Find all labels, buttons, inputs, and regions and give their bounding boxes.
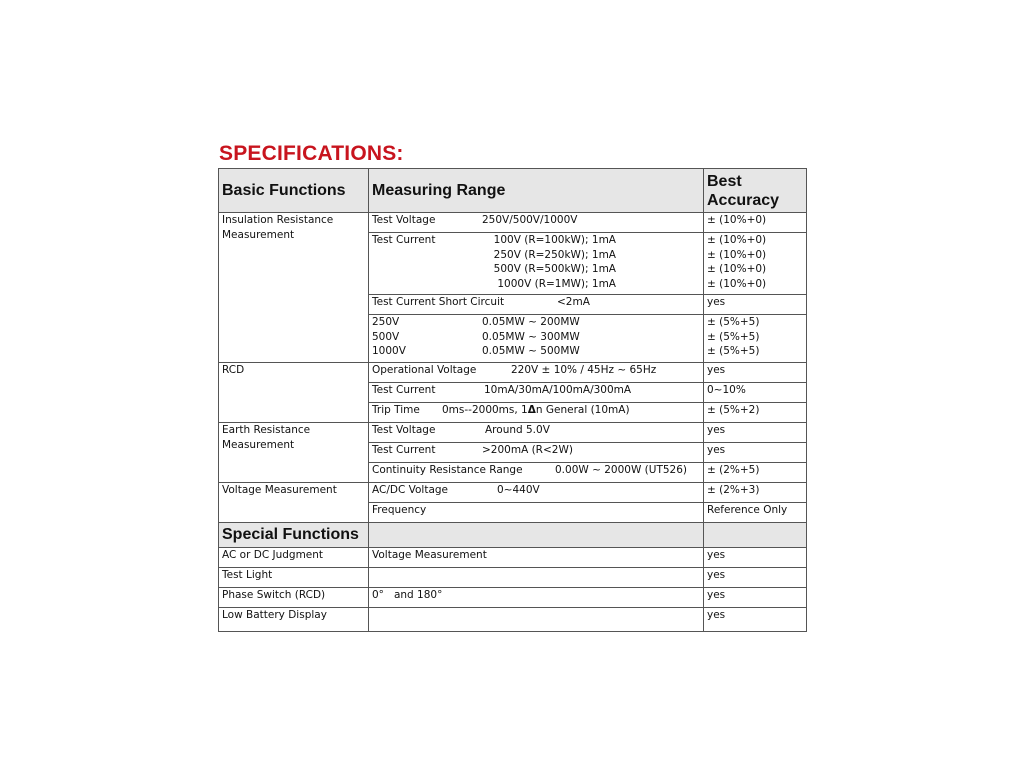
table-row xyxy=(219,363,807,383)
range-cell xyxy=(369,608,704,632)
range-cell xyxy=(369,568,704,588)
table-row xyxy=(219,608,807,632)
accuracy-cell: ± (2%+3) xyxy=(704,483,807,503)
accuracy-cell: yes xyxy=(704,423,807,443)
table-row xyxy=(219,548,807,568)
header-best-accuracy: Best Accuracy xyxy=(704,169,807,213)
special-functions-header-row xyxy=(219,523,807,548)
range-cell: Operational Voltage 220V ± 10% / 45Hz ~ 65Hz xyxy=(369,363,704,383)
accuracy-cell: yes xyxy=(704,568,807,588)
table-row xyxy=(219,213,807,233)
accuracy-cell: yes xyxy=(704,363,807,383)
function-phase-switch: Phase Switch (RCD) xyxy=(219,588,369,608)
range-cell: AC/DC Voltage 0~440V xyxy=(369,483,704,503)
accuracy-cell: ± (10%+0) ± (10%+0) ± (10%+0) ± (10%+0) xyxy=(704,233,807,295)
accuracy-cell: yes xyxy=(704,443,807,463)
accuracy-cell: ± (2%+5) xyxy=(704,463,807,483)
special-functions-heading: Special Functions xyxy=(219,523,369,548)
range-cell: Test Current Short Circuit <2mA xyxy=(369,295,704,315)
function-test-light: Test Light xyxy=(219,568,369,588)
range-cell: Continuity Resistance Range 0.00W ~ 2000W (UT526) xyxy=(369,463,704,483)
table-row xyxy=(219,423,807,443)
function-insulation-resistance: Insulation Resistance Measurement xyxy=(219,213,369,363)
range-cell: Test Current 100V (R=100kW); 1mA 250V (R=250kW); 1mA 500V (R=500kW); 1mA 1000V (R=1MW); 1mA xyxy=(369,233,704,295)
range-cell: 0° and 180° xyxy=(369,588,704,608)
range-cell: Test Voltage Around 5.0V xyxy=(369,423,704,443)
range-cell: Test Voltage 250V/500V/1000V xyxy=(369,213,704,233)
table-row xyxy=(219,568,807,588)
range-cell: Test Current 10mA/30mA/100mA/300mA xyxy=(369,383,704,403)
accuracy-cell: yes xyxy=(704,548,807,568)
header-row xyxy=(219,169,807,213)
accuracy-cell: ± (5%+2) xyxy=(704,403,807,423)
accuracy-cell: yes xyxy=(704,588,807,608)
accuracy-cell: Reference Only xyxy=(704,503,807,523)
function-rcd: RCD xyxy=(219,363,369,423)
page-title: SPECIFICATIONS: xyxy=(219,142,404,165)
table-row xyxy=(219,588,807,608)
accuracy-cell: yes xyxy=(704,608,807,632)
delta-symbol: Δ xyxy=(527,404,536,416)
range-cell: Test Current >200mA (R<2W) xyxy=(369,443,704,463)
accuracy-cell: yes xyxy=(704,295,807,315)
function-low-battery-display: Low Battery Display xyxy=(219,608,369,632)
range-cell: Frequency xyxy=(369,503,704,523)
header-basic-functions: Basic Functions xyxy=(219,169,369,213)
header-measuring-range: Measuring Range xyxy=(369,169,704,213)
function-earth-resistance: Earth Resistance Measurement xyxy=(219,423,369,483)
table-row xyxy=(219,483,807,503)
range-cell: Voltage Measurement xyxy=(369,548,704,568)
range-cell: 250V 500V 1000V0.05MW ~ 200MW 0.05MW ~ 300MW 0.05MW ~ 500MW xyxy=(369,315,704,363)
function-voltage-measurement: Voltage Measurement xyxy=(219,483,369,523)
accuracy-cell: ± (5%+5) ± (5%+5) ± (5%+5) xyxy=(704,315,807,363)
range-cell: Trip Time 0ms--2000ms, 1Δn General (10mA) xyxy=(369,403,704,423)
specifications-table xyxy=(218,168,807,632)
function-ac-dc-judgment: AC or DC Judgment xyxy=(219,548,369,568)
accuracy-cell: 0~10% xyxy=(704,383,807,403)
accuracy-cell: ± (10%+0) xyxy=(704,213,807,233)
